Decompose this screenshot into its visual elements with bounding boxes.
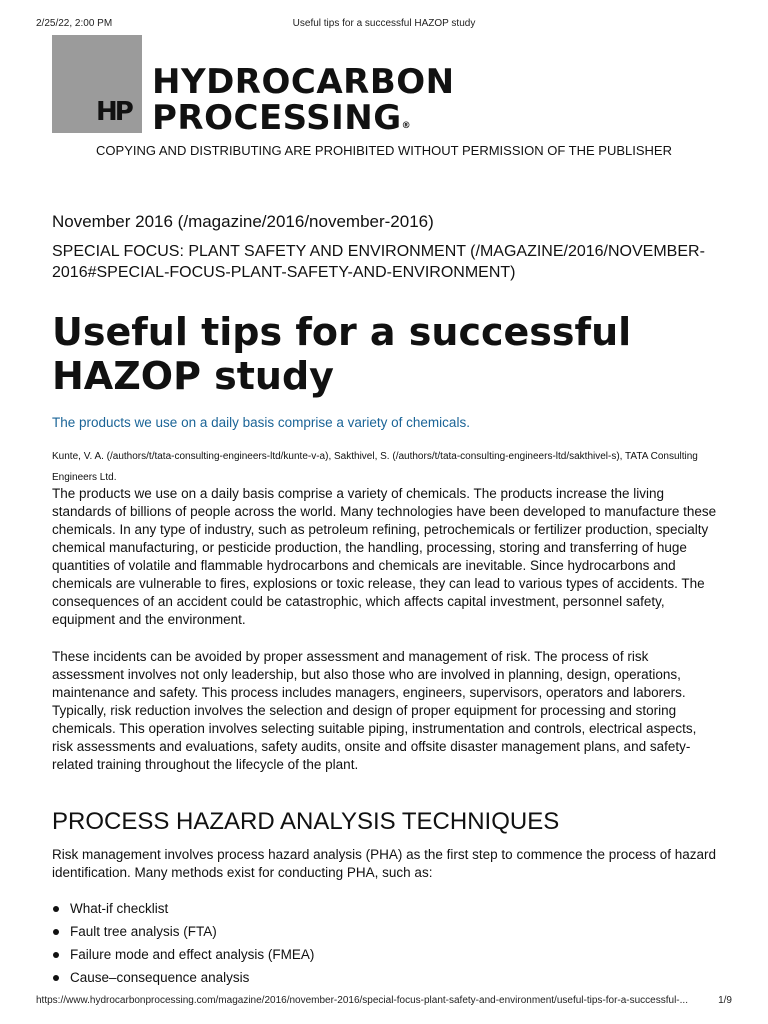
- list-item: [52, 923, 314, 946]
- list-item-label: Cause–consequence analysis: [70, 970, 250, 985]
- body-paragraph-3: Risk management involves process hazard analysis (PHA) as the first step to commence the process of hazard identification. Many methods exist for conducting PHA, such as:: [52, 847, 717, 880]
- bullet-dot-icon: [53, 906, 59, 912]
- list-item: [52, 946, 314, 969]
- issue-link[interactable]: November 2016 (/magazine/2016/november-2016): [52, 212, 434, 231]
- list-item: [52, 969, 314, 992]
- logo-line-2-text: PROCESSING: [152, 98, 402, 138]
- print-header-page-title: Useful tips for a successful HAZOP study: [292, 18, 476, 29]
- section-heading: PROCESS HAZARD ANALYSIS TECHNIQUES: [52, 808, 560, 835]
- logo-line-1: HYDROCARBON: [152, 62, 455, 102]
- body-paragraph-1: The products we use on a daily basis comprise a variety of chemicals. The products increase the living standards of billions of people across the world. Many technologies have been developed to manufacture these chemicals. In any type of industry, such as petroleum refining, petrochemicals or fertilizer production, specialty chemical manufacturing, or pesticide production, the handling, processing, storing and transferring of huge quantities of volatile and flammable hydrocarbons and chemicals are inevitable. Since hydrocarbons and chemicals are vulnerable to fires, explosions or toxic release, they can lead to various types of accidents. The consequences of an accident could be catastrophic, which affects capital investment, personnel safety, equipment and the environment.: [52, 486, 717, 627]
- article-authors[interactable]: Kunte, V. A. (/authors/t/tata-consulting-engineers-ltd/kunte-v-a), Sakthivel, S. (/authors/t/tata-consulting-engineers-ltd/sakthivel-s), TATA Consulting Engineers Ltd.: [52, 451, 698, 483]
- logo-mark-text: HP: [96, 97, 131, 127]
- list-item: [52, 900, 314, 923]
- article-dek: The products we use on a daily basis comprise a variety of chemicals.: [52, 415, 470, 430]
- print-footer-page-number: 1/9: [718, 995, 732, 1006]
- logo-line-2: [152, 100, 455, 136]
- bullet-dot-icon: [53, 929, 59, 935]
- article-title: Useful tips for a successful HAZOP study: [52, 310, 632, 398]
- list-item-label: Failure mode and effect analysis (FMEA): [70, 947, 315, 962]
- list-item-label: Fault tree analysis (FTA): [70, 924, 217, 939]
- logo-mark-box[interactable]: [52, 35, 142, 133]
- registered-mark: ®: [401, 121, 412, 131]
- print-header-datetime: 2/25/22, 2:00 PM: [36, 18, 113, 29]
- pha-methods-list: [52, 900, 314, 992]
- list-item-label: What-if checklist: [70, 901, 169, 916]
- brand-logo-text[interactable]: [152, 64, 455, 136]
- copyright-notice: COPYING AND DISTRIBUTING ARE PROHIBITED WITHOUT PERMISSION OF THE PUBLISHER: [96, 143, 672, 158]
- body-paragraph-2: These incidents can be avoided by proper assessment and management of risk. The process of risk assessment involves not only leadership, but also those who are involved in planning, design, operations, maintenance and safety. This process includes managers, engineers, supervisors, operators and laborers. Typically, risk reduction involves the selection and design of proper equipment for processing and storing chemicals. This operation involves selecting suitable piping, instrumentation and controls, electrical aspects, risk assessments and evaluations, safety audits, onsite and offsite disaster management plans, and safety-related training throughout the lifecycle of the plant.: [52, 649, 697, 772]
- print-footer-url: https://www.hydrocarbonprocessing.com/magazine/2016/november-2016/special-focus-plant-safety-and-environment/useful-tips-for-a-successful-...: [36, 995, 688, 1006]
- bullet-dot-icon: [53, 952, 59, 958]
- bullet-dot-icon: [53, 975, 59, 981]
- special-focus-section-link[interactable]: SPECIAL FOCUS: PLANT SAFETY AND ENVIRONMENT (/MAGAZINE/2016/NOVEMBER-2016#SPECIAL-FOCUS-PLANT-SAFETY-AND-ENVIRONMENT): [52, 243, 705, 281]
